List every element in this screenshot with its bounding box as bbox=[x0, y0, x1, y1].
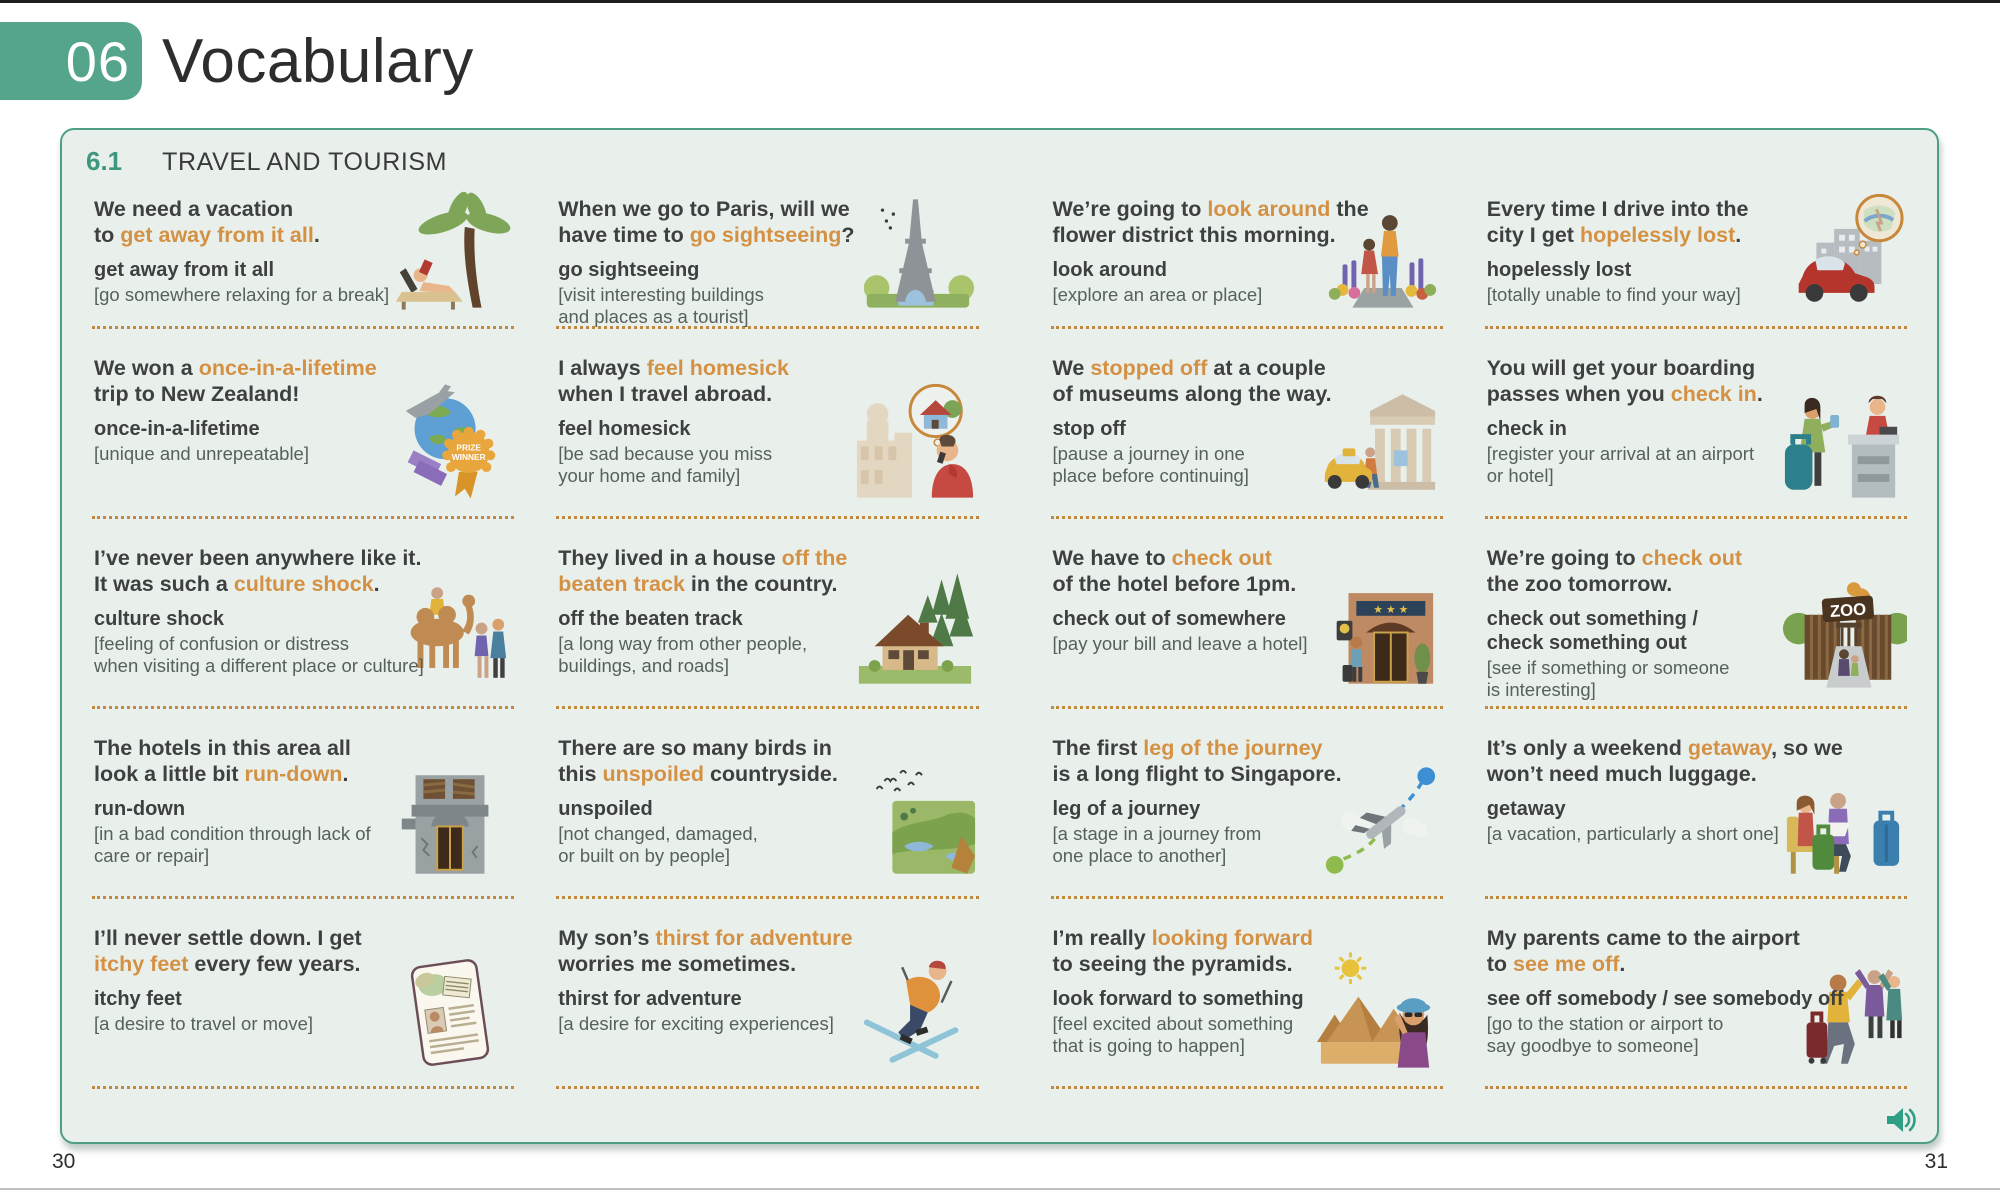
vocab-definition: [a stage in a journey from one place to another] bbox=[1052, 823, 1262, 866]
section-number: 6.1 bbox=[86, 146, 123, 176]
example-sentence: We stopped off at a couple of museums along the way. bbox=[1052, 356, 1332, 406]
vocab-definition: [visit interesting buildings and places as a tourist] bbox=[558, 284, 764, 327]
highlighted-phrase: leg of the journey bbox=[1143, 736, 1323, 760]
vocab-definition: [pause a journey in one place before continuing] bbox=[1052, 443, 1249, 486]
vocab-term: leg of a journey bbox=[1052, 798, 1201, 820]
vocab-term: run-down bbox=[94, 798, 186, 820]
highlighted-phrase: stopped off bbox=[1090, 356, 1208, 380]
unit-number: 06 bbox=[65, 29, 130, 93]
vocab-term: get away from it all bbox=[94, 259, 275, 281]
example-sentence: When we go to Paris, will we have time to go sightseeing? bbox=[558, 197, 855, 247]
vocab-term: check out of somewhere bbox=[1052, 608, 1286, 630]
vocab-term: stop off bbox=[1052, 418, 1126, 440]
vocab-definition: [go somewhere relaxing for a break] bbox=[94, 284, 390, 305]
vocab-definition: [pay your bill and leave a hotel] bbox=[1052, 633, 1308, 654]
example-sentence: We’re going to look around the flower district this morning. bbox=[1052, 197, 1369, 247]
example-sentence: They lived in a house off the beaten track in the country. bbox=[558, 546, 848, 596]
vocab-term: thirst for adventure bbox=[558, 988, 742, 1010]
highlighted-phrase: see me off bbox=[1513, 952, 1620, 976]
example-sentence: My parents came to the airport to see me off. bbox=[1486, 926, 1800, 976]
vocab-entry bbox=[556, 188, 978, 329]
highlighted-phrase: go sightseeing bbox=[689, 223, 842, 247]
vocab-term: off the beaten track bbox=[558, 608, 743, 630]
vocab-term: check out something / check something out bbox=[1486, 608, 1698, 654]
highlighted-phrase: hopelessly lost bbox=[1579, 223, 1736, 247]
example-sentence: My son’s thirst for adventure worries me sometimes. bbox=[558, 926, 853, 976]
highlighted-phrase: once-in-a-lifetime bbox=[198, 356, 377, 380]
highlighted-phrase: run-down bbox=[244, 762, 343, 786]
highlighted-phrase: getaway bbox=[1687, 736, 1772, 760]
vocab-entry bbox=[1485, 519, 1907, 709]
vocab-grid bbox=[92, 188, 1907, 1089]
section-panel bbox=[60, 128, 1939, 1144]
vocab-definition: [feel excited about something that is going to happen] bbox=[1052, 1013, 1294, 1056]
highlighted-phrase: look around bbox=[1207, 197, 1331, 221]
example-sentence: There are so many birds in this unspoiled countryside. bbox=[558, 736, 838, 786]
example-sentence: It’s only a weekend getaway, so we won’t need much luggage. bbox=[1486, 736, 1843, 786]
example-sentence: Every time I drive into the city I get hopelessly lost. bbox=[1486, 197, 1749, 247]
section-title: TRAVEL AND TOURISM bbox=[162, 148, 448, 176]
highlighted-phrase: culture shock bbox=[233, 572, 374, 596]
page-number-right: 31 bbox=[1924, 1150, 1948, 1173]
vocab-entry bbox=[556, 709, 978, 899]
vocab-term: culture shock bbox=[94, 608, 225, 630]
vocab-definition: [a long way from other people, buildings, and roads] bbox=[558, 633, 808, 676]
example-sentence: We have to check out of the hotel before 1pm. bbox=[1052, 546, 1297, 596]
vocab-entry bbox=[556, 899, 978, 1089]
vocab-entry bbox=[1051, 899, 1443, 1089]
example-sentence: I’ll never settle down. I get itchy feet every few years. bbox=[94, 926, 362, 976]
vocab-term: hopelessly lost bbox=[1486, 259, 1632, 281]
vocab-entry bbox=[1051, 519, 1443, 709]
vocab-term: unspoiled bbox=[558, 798, 653, 820]
example-sentence: We’re going to check out the zoo tomorrow. bbox=[1486, 546, 1743, 596]
example-sentence: I always feel homesick when I travel abroad. bbox=[558, 356, 789, 406]
vocab-term: look forward to something bbox=[1052, 988, 1304, 1010]
example-sentence: The hotels in this area all look a little bit run-down. bbox=[94, 736, 351, 786]
vocab-term: check in bbox=[1486, 418, 1567, 440]
vocab-term: see off somebody / see somebody off bbox=[1486, 988, 1844, 1010]
vocab-entry bbox=[1051, 709, 1443, 899]
highlighted-phrase: get away from it all bbox=[120, 223, 314, 247]
vocab-entry bbox=[92, 899, 514, 1089]
vocab-definition: [be sad because you miss your home and family] bbox=[558, 443, 773, 486]
vocab-entry bbox=[92, 519, 514, 709]
vocab-term: itchy feet bbox=[94, 988, 182, 1010]
highlighted-phrase: feel homesick bbox=[646, 356, 789, 380]
vocab-entry bbox=[1485, 329, 1907, 519]
vocab-entry bbox=[1051, 188, 1443, 329]
example-sentence: I’m really looking forward to seeing the pyramids. bbox=[1052, 926, 1313, 976]
vocab-entry bbox=[1485, 899, 1907, 1089]
vocab-definition: [a vacation, particularly a short one] bbox=[1486, 823, 1779, 844]
svg-text:ZOO: ZOO bbox=[1829, 599, 1867, 622]
highlighted-phrase: check out bbox=[1641, 546, 1743, 570]
highlighted-phrase: off the bbox=[781, 546, 848, 570]
vocab-definition: [totally unable to find your way] bbox=[1486, 284, 1741, 305]
vocab-definition: [a desire for exciting experiences] bbox=[558, 1013, 834, 1034]
vocab-definition: [not changed, damaged, or built on by people] bbox=[558, 823, 758, 866]
vocab-entry bbox=[92, 709, 514, 899]
svg-text:★ ★ ★: ★ ★ ★ bbox=[1372, 603, 1409, 616]
highlighted-phrase: looking forward bbox=[1151, 926, 1313, 950]
highlighted-phrase: check in bbox=[1670, 382, 1757, 406]
vocab-entry bbox=[1485, 709, 1907, 899]
vocab-term: once-in-a-lifetime bbox=[94, 418, 260, 440]
vocab-definition: [feeling of confusion or distress when visiting a different place or culture] bbox=[94, 633, 424, 676]
example-sentence: You will get your boarding passes when you check in. bbox=[1486, 356, 1763, 406]
vocab-definition: [explore an area or place] bbox=[1052, 284, 1263, 305]
vocab-definition: [unique and unrepeatable] bbox=[94, 443, 309, 464]
vocab-entry bbox=[92, 329, 514, 519]
vocab-term: look around bbox=[1052, 259, 1167, 281]
unit-number-tab bbox=[0, 22, 142, 100]
svg-text:PRIZE: PRIZE bbox=[456, 442, 482, 453]
vocab-term: feel homesick bbox=[558, 418, 691, 440]
example-sentence: We need a vacation to get away from it all. bbox=[94, 197, 320, 247]
vocab-entry bbox=[556, 519, 978, 709]
vocab-entry bbox=[1485, 188, 1907, 329]
speaker-icon bbox=[1885, 1106, 1917, 1134]
example-sentence: The first leg of the journey is a long flight to Singapore. bbox=[1052, 736, 1342, 786]
vocab-term: go sightseeing bbox=[558, 259, 700, 281]
highlighted-phrase: check out bbox=[1171, 546, 1272, 570]
highlighted-phrase: thirst for adventure bbox=[655, 926, 853, 950]
vocab-definition: [in a bad condition through lack of care or repair] bbox=[94, 823, 371, 866]
highlighted-phrase: beaten track bbox=[558, 572, 685, 596]
audio-button[interactable] bbox=[1885, 1106, 1917, 1134]
highlighted-phrase: itchy feet bbox=[94, 952, 189, 976]
vocab-entry bbox=[92, 188, 514, 329]
vocab-definition: [go to the station or airport to say goodbye to someone] bbox=[1486, 1013, 1724, 1056]
vocab-entry bbox=[556, 329, 978, 519]
svg-text:WINNER: WINNER bbox=[452, 452, 486, 463]
vocab-term: getaway bbox=[1486, 798, 1566, 820]
page-bottom-rule bbox=[0, 1188, 2000, 1190]
vocab-definition: [see if something or someone is interesting] bbox=[1486, 657, 1730, 700]
page-number-left: 30 bbox=[52, 1150, 76, 1173]
example-sentence: We won a once-in-a-lifetime trip to New Zealand! bbox=[94, 356, 377, 406]
vocab-entry bbox=[1051, 329, 1443, 519]
highlighted-phrase: unspoiled bbox=[602, 762, 704, 786]
vocab-definition: [a desire to travel or move] bbox=[94, 1013, 314, 1034]
example-sentence: I’ve never been anywhere like it. It was such a culture shock. bbox=[94, 546, 422, 596]
screen-top-edge bbox=[0, 0, 2000, 3]
section-header bbox=[86, 146, 447, 177]
page-title: Vocabulary bbox=[162, 26, 474, 96]
vocab-definition: [register your arrival at an airport or hotel] bbox=[1486, 443, 1755, 486]
